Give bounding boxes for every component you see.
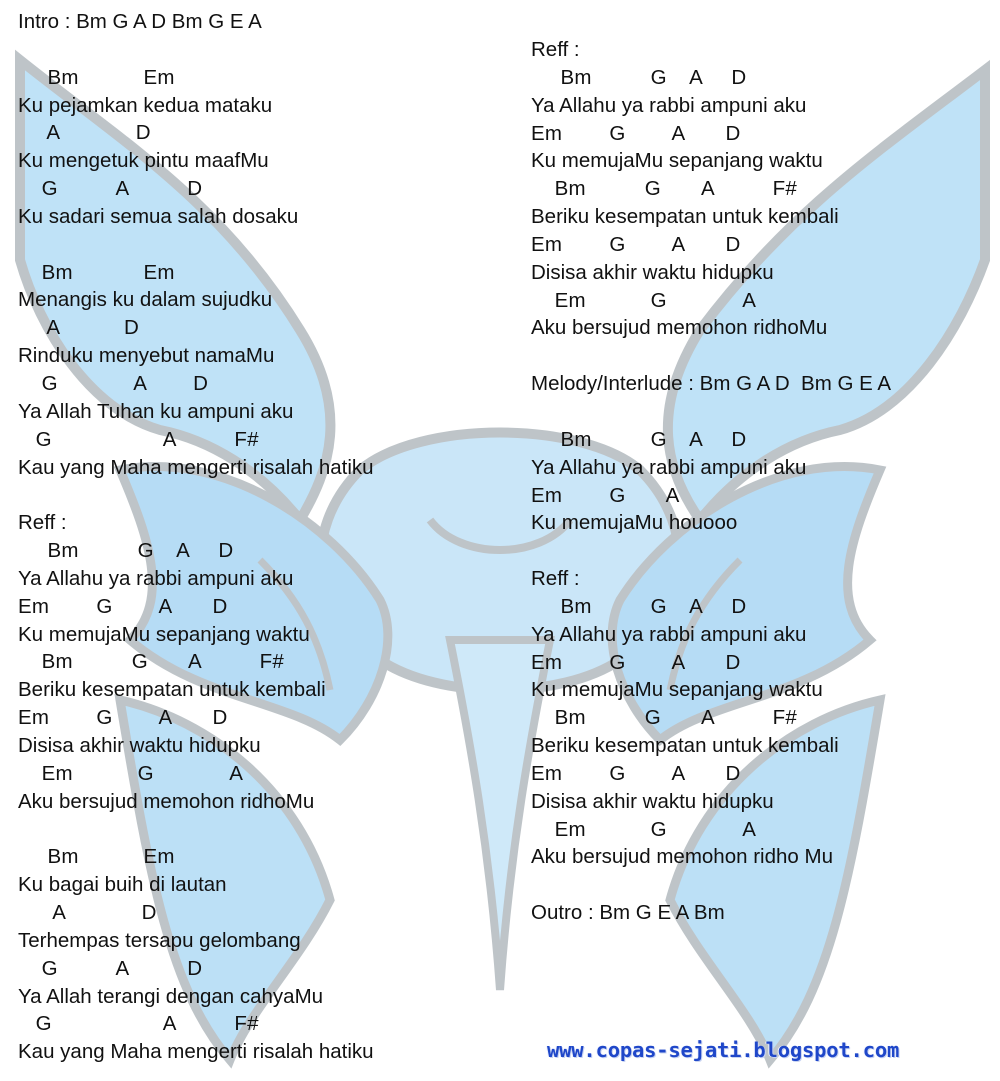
lyric-line: Beriku kesempatan untuk kembali [531,205,839,229]
lyric-line: Aku bersujud memohon ridho Mu [531,845,833,869]
lyrics-right-column [531,36,891,927]
chord-line: Bm G A F# [531,706,797,730]
lyric-line: Beriku kesempatan untuk kembali [18,678,326,702]
lyric-line: Kau yang Maha mengerti risalah hatiku [18,1040,374,1064]
chord-line: A D [18,316,139,340]
lyric-line: Ku bagai buih di lautan [18,873,227,897]
chord-line: Bm G A F# [531,177,797,201]
lyric-line: Ya Allahu ya rabbi ampuni aku [18,566,294,590]
lyric-line: Aku bersujud memohon ridhoMu [531,316,828,340]
lyric-line: Ku mengetuk pintu maafMu [18,149,269,173]
lyric-line: Menangis ku dalam sujudku [18,288,273,312]
lyric-line: Ku memujaMu sepanjang waktu [18,622,310,646]
chord-line: Bm G A F# [18,650,284,674]
lyric-line: Melody/Interlude : Bm G A D Bm G E A [531,372,892,396]
chord-line: A D [18,121,151,145]
lyric-line: Aku bersujud memohon ridhoMu [18,789,315,813]
chord-line: Em G A D [531,761,741,785]
lyric-line: Ya Allahu ya rabbi ampuni aku [531,622,807,646]
lyric-line: Disisa akhir waktu hidupku [18,733,261,757]
lyric-line: Reff : [531,38,580,61]
chord-line: G A F# [18,1012,259,1036]
lyric-line: Kau yang Maha mengerti risalah hatiku [18,455,374,479]
chord-line: Bm Em [18,260,175,284]
chord-line: Bm Em [18,65,175,89]
lyric-line: Ya Allahu ya rabbi ampuni aku [531,93,807,117]
lyric-line: Ya Allah terangi dengan cahyaMu [18,984,324,1008]
chord-line: Em G A D [18,706,228,730]
chord-line: Em G A [531,483,680,507]
chord-line: Em G A D [531,121,741,145]
chord-line: A D [18,901,157,924]
chord-line: Em G A [18,761,244,785]
chord-line: G A F# [18,427,259,451]
lyric-line: Ku sadari semua salah dosaku [18,204,299,228]
chord-line: Bm G A D [531,594,747,618]
lyric-line: Rinduku menyebut namaMu [18,344,275,368]
lyric-line: Ku pejamkan kedua mataku [18,93,273,117]
lyrics-left-column [18,8,374,1066]
chord-line: Em G A D [18,594,228,618]
lyric-line: Outro : Bm G E A Bm [531,901,725,925]
lyric-line: Disisa akhir waktu hidupku [531,260,774,284]
lyric-line: Reff : [18,511,67,535]
lyric-line: Disisa akhir waktu hidupku [531,789,774,813]
chord-line: G A D [18,177,203,201]
site-url-watermark: www.copas-sejati.blogspot.com [547,1038,900,1062]
chord-line: G A D [18,956,203,980]
lyric-line: Terhempas tersapu gelombang [18,928,301,952]
blank-line [18,481,374,509]
chord-line: Em G A [531,288,757,312]
lyric-line: Ku memujaMu sepanjang waktu [531,149,823,173]
blank-line [18,815,374,843]
blank-line [18,36,374,64]
blank-line [531,871,891,899]
chord-line: Bm Em [18,845,175,869]
lyric-line: Beriku kesempatan untuk kembali [531,734,839,758]
chord-line: Bm G A D [531,65,747,89]
chord-line: Em G A D [531,232,741,256]
lyric-line: Ya Allahu ya rabbi ampuni aku [531,455,807,479]
chord-line: G A D [18,371,209,395]
lyric-line: Ku memujaMu sepanjang waktu [531,678,823,702]
lyric-line: Intro : Bm G A D Bm G E A [18,10,262,33]
lyric-line: Reff : [531,567,580,591]
chord-line: Bm G A D [531,427,747,451]
blank-line [531,398,891,426]
chord-line: Em G A [531,817,757,841]
blank-line [18,231,374,259]
chord-line: Em G A D [531,650,741,674]
lyric-line: Ya Allah Tuhan ku ampuni aku [18,399,294,423]
blank-line [531,537,891,565]
blank-line [531,342,891,370]
lyric-line: Ku memujaMu houooo [531,511,738,535]
chord-line: Bm G A D [18,539,234,563]
